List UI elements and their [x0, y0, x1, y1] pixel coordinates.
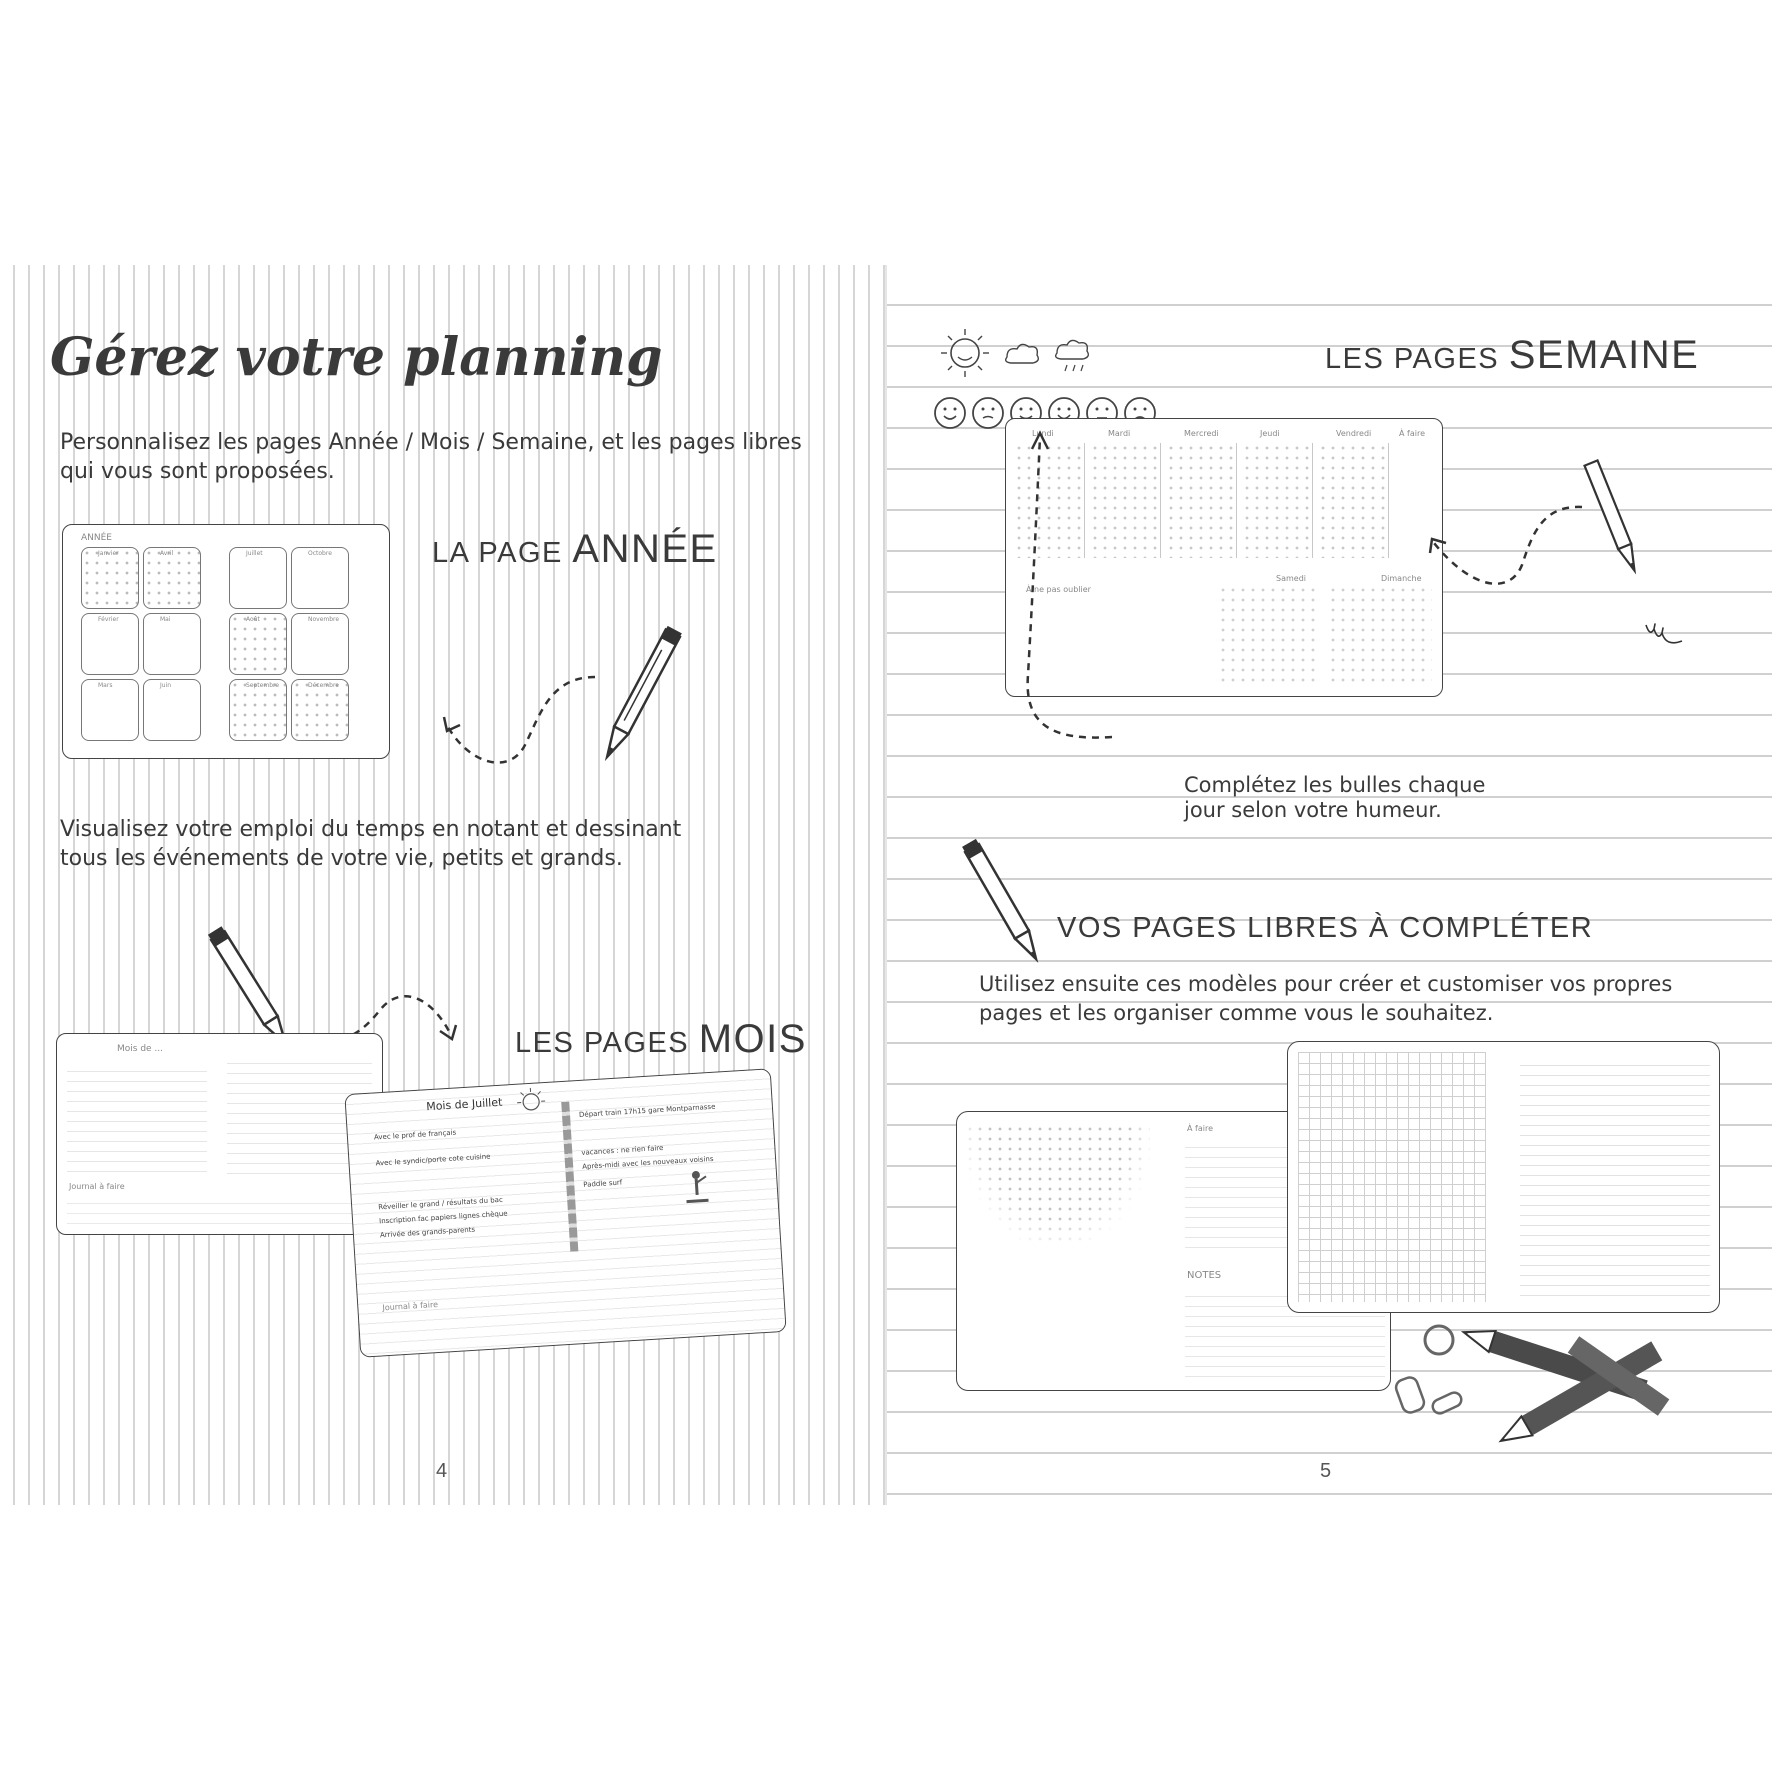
month-right-entry: Départ train 17h15 gare Montparnasse	[578, 1102, 716, 1119]
month-filled-footer: Journal à faire	[382, 1299, 439, 1313]
month-blank-footer: Journal à faire	[69, 1182, 125, 1191]
month-filled-preview	[344, 1068, 786, 1358]
month-entry: Inscription fac papiers lignes chèque	[378, 1209, 508, 1226]
free-page-todo: À faire	[1187, 1124, 1213, 1133]
month-right-entry: Après-midi avec les nouveaux voisins	[581, 1154, 714, 1171]
pencil-icon-4	[962, 830, 1042, 980]
year-month-label: Octobre	[308, 550, 332, 557]
weather-icons	[927, 325, 1107, 385]
annee-heading-small: LA PAGE	[432, 537, 573, 569]
week-todo-label: À faire	[1399, 429, 1425, 438]
week-day-column	[1318, 443, 1389, 558]
dot-pattern	[965, 1124, 1150, 1244]
free-page-notes: NOTES	[1187, 1270, 1222, 1281]
year-month-box	[291, 547, 349, 609]
month-right-entry: vacances : ne rien faire	[581, 1143, 664, 1157]
year-month-box	[291, 679, 349, 741]
year-month-label: Août	[246, 616, 260, 623]
dashed-arrow-up	[1012, 425, 1122, 755]
year-page-preview	[62, 524, 390, 759]
page-number-right: 5	[1320, 1460, 1332, 1482]
month-blank-title: Mois de ...	[117, 1044, 164, 1054]
bubble-instructions: Complétez les bulles chaque jour selon votre humeur.	[1184, 773, 1486, 822]
year-month-box	[81, 679, 139, 741]
week-day-label: Vendredi	[1336, 429, 1372, 438]
semaine-heading	[1325, 333, 1699, 378]
dashed-arrow-3	[1422, 495, 1592, 615]
left-page	[0, 265, 885, 1505]
year-month-label: Janvier	[98, 550, 119, 557]
year-month-box	[143, 679, 201, 741]
pencil-icon-3	[1577, 455, 1647, 585]
week-saturday-grid	[1218, 585, 1318, 685]
libres-heading: VOS PAGES LIBRES À COMPLÉTER	[1057, 912, 1594, 944]
year-month-box	[81, 547, 139, 609]
book-spread	[0, 265, 1772, 1505]
semaine-heading-small: LES PAGES	[1325, 343, 1509, 375]
crossed-pencils-icon	[1357, 1300, 1697, 1460]
week-day-label: Mardi	[1108, 429, 1131, 438]
month-entry: Avec le prof de français	[373, 1128, 457, 1142]
year-month-label: Juillet	[246, 550, 263, 557]
week-day-label: Lundi	[1032, 429, 1054, 438]
sun-icon	[510, 1085, 552, 1117]
month-blank-notes	[67, 1194, 372, 1224]
year-month-label: Novembre	[308, 616, 340, 623]
year-month-label: Février	[98, 616, 119, 623]
mois-heading-big: MOIS	[698, 1017, 807, 1061]
month-entry: Arrivée des grands-parents	[379, 1225, 476, 1240]
mood-face-icon	[935, 398, 965, 428]
visualize-text: Visualisez votre emploi du temps en notant et dessinant tous les événements de votre vie, petits et grands.	[60, 817, 682, 871]
page-number-left: 4	[436, 1460, 448, 1482]
pencil-icon	[600, 615, 680, 785]
month-filled-title: Mois de Juillet	[425, 1095, 503, 1114]
year-month-label: Mars	[98, 682, 113, 689]
week-day-label: Jeudi	[1260, 429, 1280, 438]
month-entry: Réveiller le grand / résultats du bac	[378, 1195, 504, 1212]
year-month-box	[143, 547, 201, 609]
month-blank-lines-left	[67, 1062, 207, 1180]
libres-text: Utilisez ensuite ces modèles pour créer et customiser vos propres pages et les organiser comme vous le souhaitez.	[979, 972, 1673, 1025]
week-day-label: Mercredi	[1184, 429, 1219, 438]
month-entry: Avec le syndic/porte cote cuisine	[375, 1152, 491, 1168]
week-saturday-label: Samedi	[1276, 574, 1306, 583]
year-month-label: Juin	[160, 682, 172, 689]
year-month-box	[229, 679, 287, 741]
year-month-label: Septembre	[246, 682, 280, 689]
mois-heading	[515, 1017, 807, 1062]
month-right-entry: Paddle surf	[583, 1178, 623, 1189]
annee-heading-big: ANNÉE	[572, 527, 718, 571]
year-month-label: Mai	[160, 616, 171, 623]
year-month-label: Décembre	[308, 682, 339, 689]
mood-face-icon	[973, 398, 1003, 428]
semaine-heading-big: SEMAINE	[1508, 333, 1700, 377]
grid-pattern	[1298, 1052, 1486, 1302]
year-month-box	[81, 613, 139, 675]
annee-heading	[432, 527, 718, 572]
intro-text: Personnalisez les pages Année / Mois / Semaine, et les pages libres qui vous sont proposées.	[60, 430, 802, 484]
scribble-icon	[1642, 615, 1702, 645]
page-title: Gérez votre planning	[50, 327, 663, 388]
free-page-grid-preview	[1287, 1041, 1720, 1313]
year-month-box	[229, 547, 287, 609]
year-month-box	[143, 613, 201, 675]
week-sunday-label: Dimanche	[1381, 574, 1422, 583]
year-month-box	[291, 613, 349, 675]
year-card-title: ANNÉE	[81, 533, 112, 543]
year-month-box	[229, 613, 287, 675]
mois-heading-small: LES PAGES	[515, 1027, 699, 1059]
paddle-icon	[681, 1168, 713, 1210]
week-day-column	[1166, 443, 1237, 558]
week-day-column	[1242, 443, 1313, 558]
right-page	[887, 265, 1772, 1505]
month-blank-preview	[56, 1033, 383, 1235]
lined-pattern	[1520, 1056, 1710, 1300]
year-month-label: Avril	[160, 550, 174, 557]
week-sunday-grid	[1328, 585, 1432, 685]
week-ne-pas-oublier: À ne pas oublier	[1026, 585, 1091, 594]
